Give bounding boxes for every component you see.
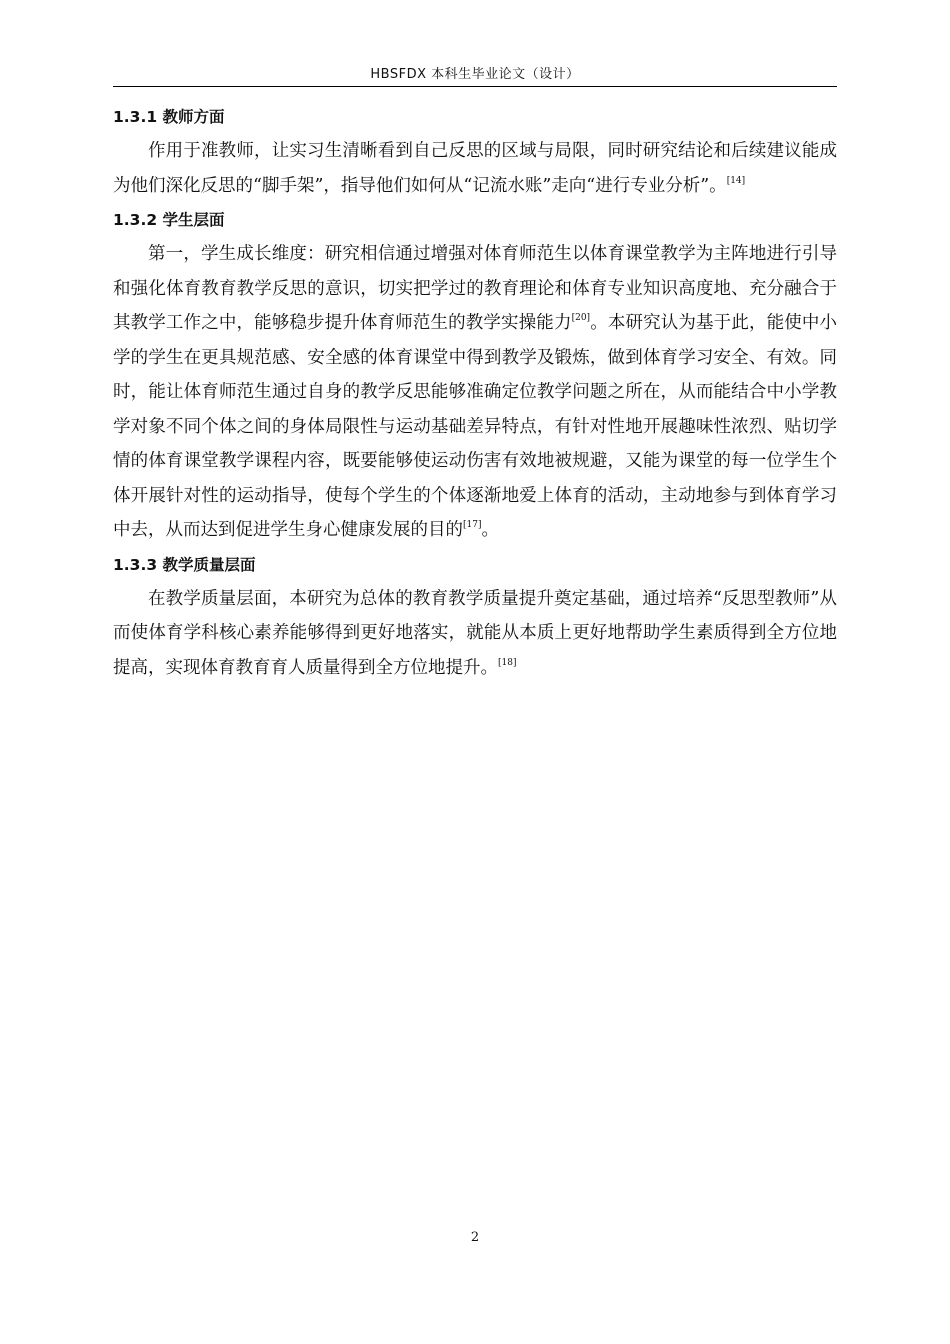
citation: [17]: [463, 520, 482, 530]
section-student: [113, 203, 837, 548]
section-teacher: [113, 100, 837, 203]
section-heading: 1.3.3 教学质量层面: [113, 555, 256, 574]
paragraph: [113, 134, 837, 203]
paragraph-text: 第一，学生成长维度：研究相信通过增强对体育师范生以体育课堂教学为主阵地进行引导和强化体育教育教学反思的意识，切实把学过的教育理论和体育专业知识高度地、充分融合于其教学工作之中，能够稳步提升体育师范生的教学实操能力: [113, 244, 837, 333]
page-number: 2: [470, 1230, 480, 1245]
section-heading: 1.3.1 教师方面: [113, 108, 225, 126]
citation: [18]: [498, 657, 517, 668]
citation: [14]: [726, 175, 746, 186]
section-heading: 1.3.2 学生层面: [113, 211, 225, 229]
paragraph: [113, 237, 837, 548]
paragraph-text: 在教学质量层面，本研究为总体的教育教学质量提升奠定基础，通过培养“反思型教师”从而使体育学科核心素养能够得到更好地落实，就能从本质上更好地帮助学生素质得到全方位地提高，实现体育教育育人质量得到全方位地提升。: [113, 588, 837, 678]
paragraph-text: 。本研究认为基于此，能使中小学的学生在更具规范感、安全感的体育课堂中得到教学及锻炼，做到体育学习安全、有效。同时，能让体育师范生通过自身的教学反思能够准确定位教学问题之所在，从而能结合中小学教学对象不同个体之间的身体局限性与运动基础差异特点，有针对性地开展趣味性浓烈、贴切学情的体育课堂教学课程内容，既要能够使运动伤害有效地被规避，又能为课堂的每一位学生个体开展针对性的运动指导，使每个学生的个体逐渐地爱上体育的活动，主动地参与到体育学习中去，从而达到促进学生身心健康发展的目的: [113, 313, 838, 540]
paragraph: [113, 582, 837, 686]
section-quality: [113, 548, 837, 686]
running-header: HBSFDX 本科生毕业论文（设计）: [113, 66, 837, 87]
citation: [20]: [571, 313, 591, 323]
paragraph-text: 。: [481, 520, 499, 540]
paper-body: [113, 100, 837, 685]
paragraph-text: 作用于准教师，让实习生清晰看到自己反思的区域与局限，同时研究结论和后续建议能成为他们深化反思的“脚手架”，指导他们如何从“记流水账”走向“进行专业分析”。: [113, 141, 837, 196]
